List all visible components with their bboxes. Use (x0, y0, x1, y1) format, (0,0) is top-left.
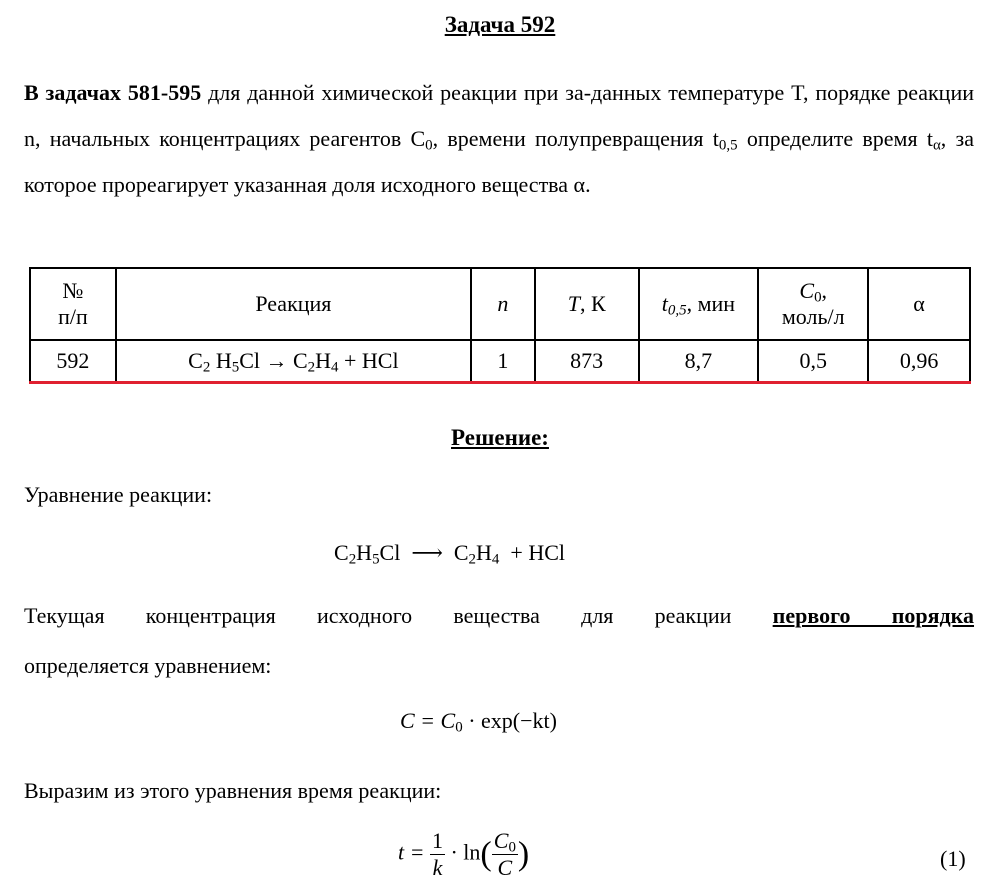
statement-sub-t05: 0,5 (718, 137, 738, 154)
equation-part: + HCl (499, 540, 565, 565)
cell-reaction-sub: 5 (231, 359, 240, 376)
header-conc-comma: , (821, 278, 828, 303)
header-temperature (535, 268, 639, 340)
equation-sub: 5 (372, 551, 380, 568)
cell-reaction-part: H (315, 348, 332, 373)
statement-text-1: для данной химической реакции при за-данных температуре T, порядке реакции n, начальных концентрациях реагентов C (24, 80, 974, 151)
header-conc-unit: моль/л (781, 304, 845, 329)
cell-reaction-sub: 2 (202, 359, 211, 376)
first-order-emphasis: первого порядка (772, 603, 975, 628)
fraction-numerator: 1 (431, 828, 443, 853)
cell-reaction-sub: 4 (331, 359, 339, 376)
header-half-life-var: t (661, 291, 668, 316)
fraction-denominator: k (432, 855, 443, 880)
cell-number: 592 (30, 340, 116, 383)
cell-reaction-part: C (188, 348, 203, 373)
header-half-life-unit: , мин (686, 291, 736, 316)
formula1-sub: 0 (455, 719, 463, 736)
first-order-paragraph-line2: определяется уравнением: (24, 653, 272, 678)
statement-bold-lead: В задачах 581-595 (24, 80, 202, 105)
fraction-numerator-var: C (493, 828, 509, 853)
header-number-line1: № (62, 278, 84, 303)
cell-reaction-sub: 2 (307, 359, 316, 376)
statement-text-2: , времени полупревращения t (432, 126, 719, 151)
cell-reaction (116, 340, 471, 383)
equation-part: H (476, 540, 492, 565)
equation-sub: 2 (468, 551, 477, 568)
cell-reaction-part: H (210, 348, 232, 373)
table-row (30, 340, 970, 383)
header-conc-var: C (799, 278, 815, 303)
header-concentration (758, 268, 868, 340)
first-order-paragraph (24, 603, 974, 629)
header-number-line2: п/п (58, 304, 88, 329)
paren-open: ( (480, 835, 492, 873)
equation-sub: 2 (348, 551, 357, 568)
equation-part: Cl ⟶ C (379, 540, 469, 565)
cell-half-life: 8,7 (639, 340, 759, 383)
fraction-c0-over-c (492, 828, 518, 881)
fraction-1-over-k (430, 828, 445, 881)
statement-text-3: определите время t (737, 126, 933, 151)
header-number (30, 268, 116, 340)
formula2-ln: · ln (444, 839, 481, 865)
header-half-life-sub: 0,5 (667, 302, 687, 319)
cell-order: 1 (471, 340, 535, 383)
cell-reaction-part: + HCl (338, 348, 399, 373)
header-reaction: Реакция (116, 268, 471, 340)
fraction-denominator: C (497, 855, 513, 880)
header-half-life (639, 268, 759, 340)
time-formula (398, 828, 529, 881)
cell-temperature: 873 (535, 340, 639, 383)
concentration-formula (400, 708, 557, 734)
header-alpha: α (868, 268, 970, 340)
equation-sub: 4 (491, 551, 500, 568)
formula1-lhs: C = C (400, 708, 456, 733)
fraction-numerator-sub: 0 (508, 839, 516, 856)
header-conc-sub: 0 (814, 289, 822, 306)
equation-number: (1) (940, 846, 966, 871)
problem-statement (24, 70, 974, 208)
solution-heading: Решение: (451, 425, 549, 450)
problem-title: Задача 592 (444, 12, 556, 37)
reaction-equation (334, 540, 565, 566)
header-order: n (471, 268, 535, 340)
formula2-lhs: t = (398, 839, 430, 865)
time-expression-label: Выразим из этого уравнения время реакции: (24, 778, 442, 803)
equation-part: H (356, 540, 373, 565)
paren-close: ) (517, 835, 530, 873)
reaction-equation-label: Уравнение реакции: (24, 482, 213, 507)
cell-reaction-part: Cl → C (239, 348, 308, 373)
table-header-row (30, 268, 970, 340)
first-order-text: Текущая концентрация исходного вещества для реакции (24, 603, 773, 628)
cell-concentration: 0,5 (758, 340, 868, 383)
statement-text-4: , за которое прореагирует указанная доля исходного вещества α. (24, 126, 974, 197)
fraction-numerator (492, 828, 518, 855)
formula1-rhs: · exp(−kt) (462, 708, 557, 733)
header-temperature-unit: , К (579, 291, 606, 316)
conditions-table (29, 267, 971, 384)
header-temperature-var: T (567, 291, 580, 316)
statement-sub-ta: α (932, 137, 941, 154)
cell-alpha: 0,96 (868, 340, 970, 383)
equation-part: C (334, 540, 349, 565)
statement-sub-c0: 0 (425, 137, 433, 154)
